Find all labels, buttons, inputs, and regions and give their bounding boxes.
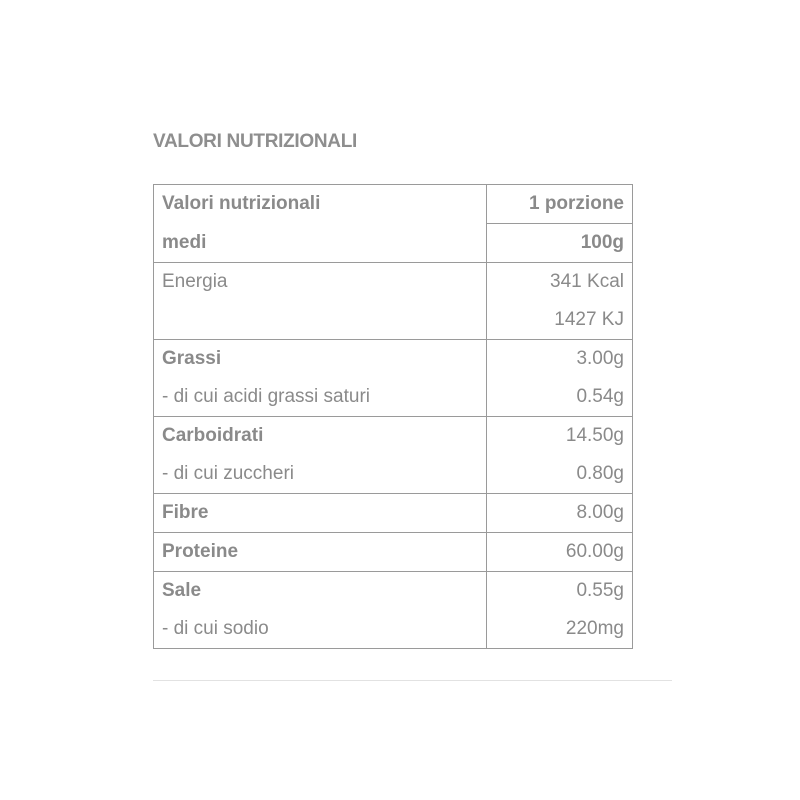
row-label: - di cui sodio xyxy=(154,610,487,649)
row-label: - di cui zuccheri xyxy=(154,455,487,494)
section-divider xyxy=(153,680,672,681)
row-label: Energia xyxy=(154,263,487,302)
table-row-energia-kj xyxy=(154,301,633,340)
table-row-fibre xyxy=(154,494,633,533)
row-value: 1427 KJ xyxy=(487,301,633,340)
header-label-line1: Valori nutrizionali xyxy=(154,185,487,224)
row-label: Sale xyxy=(154,572,487,611)
row-value: 220mg xyxy=(487,610,633,649)
nutrition-table xyxy=(153,184,633,649)
row-label xyxy=(154,301,487,340)
table-row-sale xyxy=(154,572,633,611)
row-value: 0.55g xyxy=(487,572,633,611)
row-label: - di cui acidi grassi saturi xyxy=(154,378,487,417)
table-row-energia xyxy=(154,263,633,302)
row-value: 0.80g xyxy=(487,455,633,494)
row-value: 0.54g xyxy=(487,378,633,417)
row-label: Carboidrati xyxy=(154,417,487,456)
table-header-row xyxy=(154,224,633,263)
table-row-grassi xyxy=(154,340,633,379)
header-per-100g: 100g xyxy=(487,224,633,263)
table-header-row xyxy=(154,185,633,224)
header-serving-label: 1 porzione xyxy=(487,185,633,224)
row-value: 60.00g xyxy=(487,533,633,572)
table-row-proteine xyxy=(154,533,633,572)
section-title: VALORI NUTRIZIONALI xyxy=(153,131,357,152)
row-label: Grassi xyxy=(154,340,487,379)
row-value: 14.50g xyxy=(487,417,633,456)
row-label: Fibre xyxy=(154,494,487,533)
row-label: Proteine xyxy=(154,533,487,572)
table-row-carboidrati xyxy=(154,417,633,456)
row-value: 341 Kcal xyxy=(487,263,633,302)
row-value: 8.00g xyxy=(487,494,633,533)
table-row-sodio xyxy=(154,610,633,649)
table-row-zuccheri xyxy=(154,455,633,494)
header-label-line2: medi xyxy=(154,224,487,263)
table-row-grassi-saturi xyxy=(154,378,633,417)
row-value: 3.00g xyxy=(487,340,633,379)
